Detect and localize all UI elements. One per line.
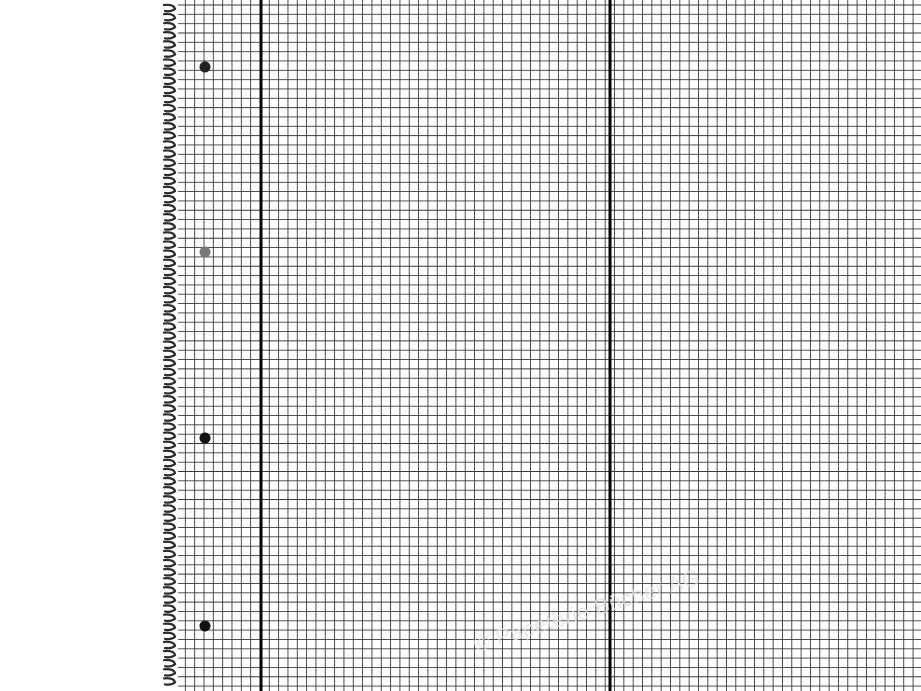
punch-hole — [200, 247, 211, 258]
punch-hole — [200, 62, 211, 73]
punch-hole — [200, 621, 211, 632]
punch-hole — [200, 433, 211, 444]
grid-lines — [176, 0, 921, 691]
watermark-text: © Papeterie Bücher AG — [470, 564, 703, 658]
